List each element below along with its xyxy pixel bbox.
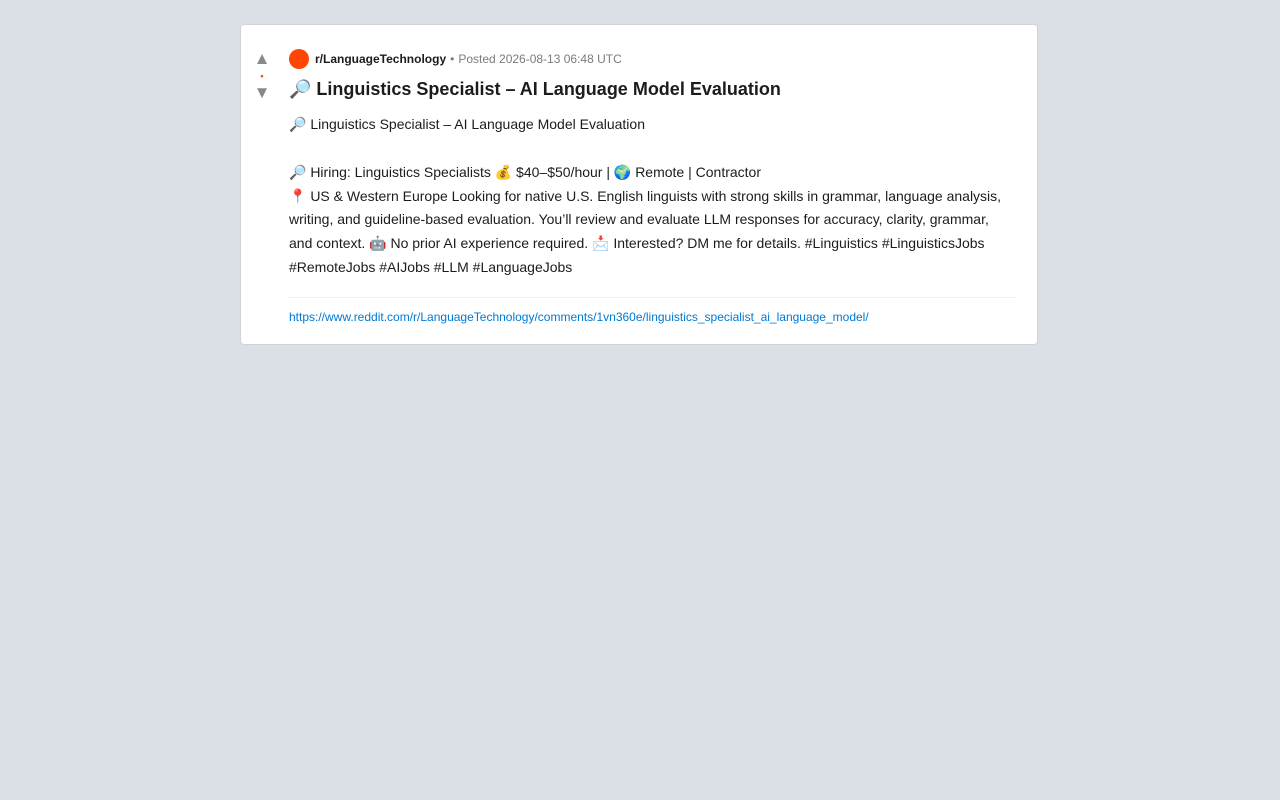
upvote-arrow-icon[interactable]: ▲ [253,49,271,68]
post-meta [289,49,1015,69]
post-content [289,49,1015,326]
downvote-arrow-icon[interactable]: ▼ [253,83,271,102]
subreddit-avatar-icon[interactable] [289,49,309,69]
paragraph-spacer [289,137,1013,161]
meta-separator: • [450,52,455,66]
post-permalink[interactable]: https://www.reddit.com/r/LanguageTechnology/comments/1vn360e/linguistics_specialist_ai_language_model/ [289,309,869,324]
post-body-line: 🔎 Hiring: Linguistics Specialists 💰 $40–$50/hour | 🌍 Remote | Contractor [289,163,761,180]
subreddit-name-link[interactable]: r/LanguageTechnology [315,52,447,66]
post-title[interactable]: 🔎 Linguistics Specialist – AI Language Model Evaluation [289,79,781,99]
post-body-paragraph: 📍 US & Western Europe Looking for native U.S. English linguists with strong skills in grammar, language analysis, writing, and guideline-based evaluation. You’ll review and evaluate LLM responses for accuracy, clarity, grammar, and context. 🤖 No prior AI experience required. 📩 Interested? DM me for details. #Linguistics #LinguisticsJobs #RemoteJobs #AIJobs #LLM #LanguageJobs [289,187,1002,275]
vote-score: • [260,71,264,81]
posted-timestamp: Posted 2026-08-13 06:48 UTC [458,52,622,66]
post-card [240,24,1038,345]
vote-column [251,49,273,103]
post-body-line: 🔎 Linguistics Specialist – AI Language Model Evaluation [289,116,645,132]
post-footer [289,297,1015,326]
post-body [289,113,1013,280]
